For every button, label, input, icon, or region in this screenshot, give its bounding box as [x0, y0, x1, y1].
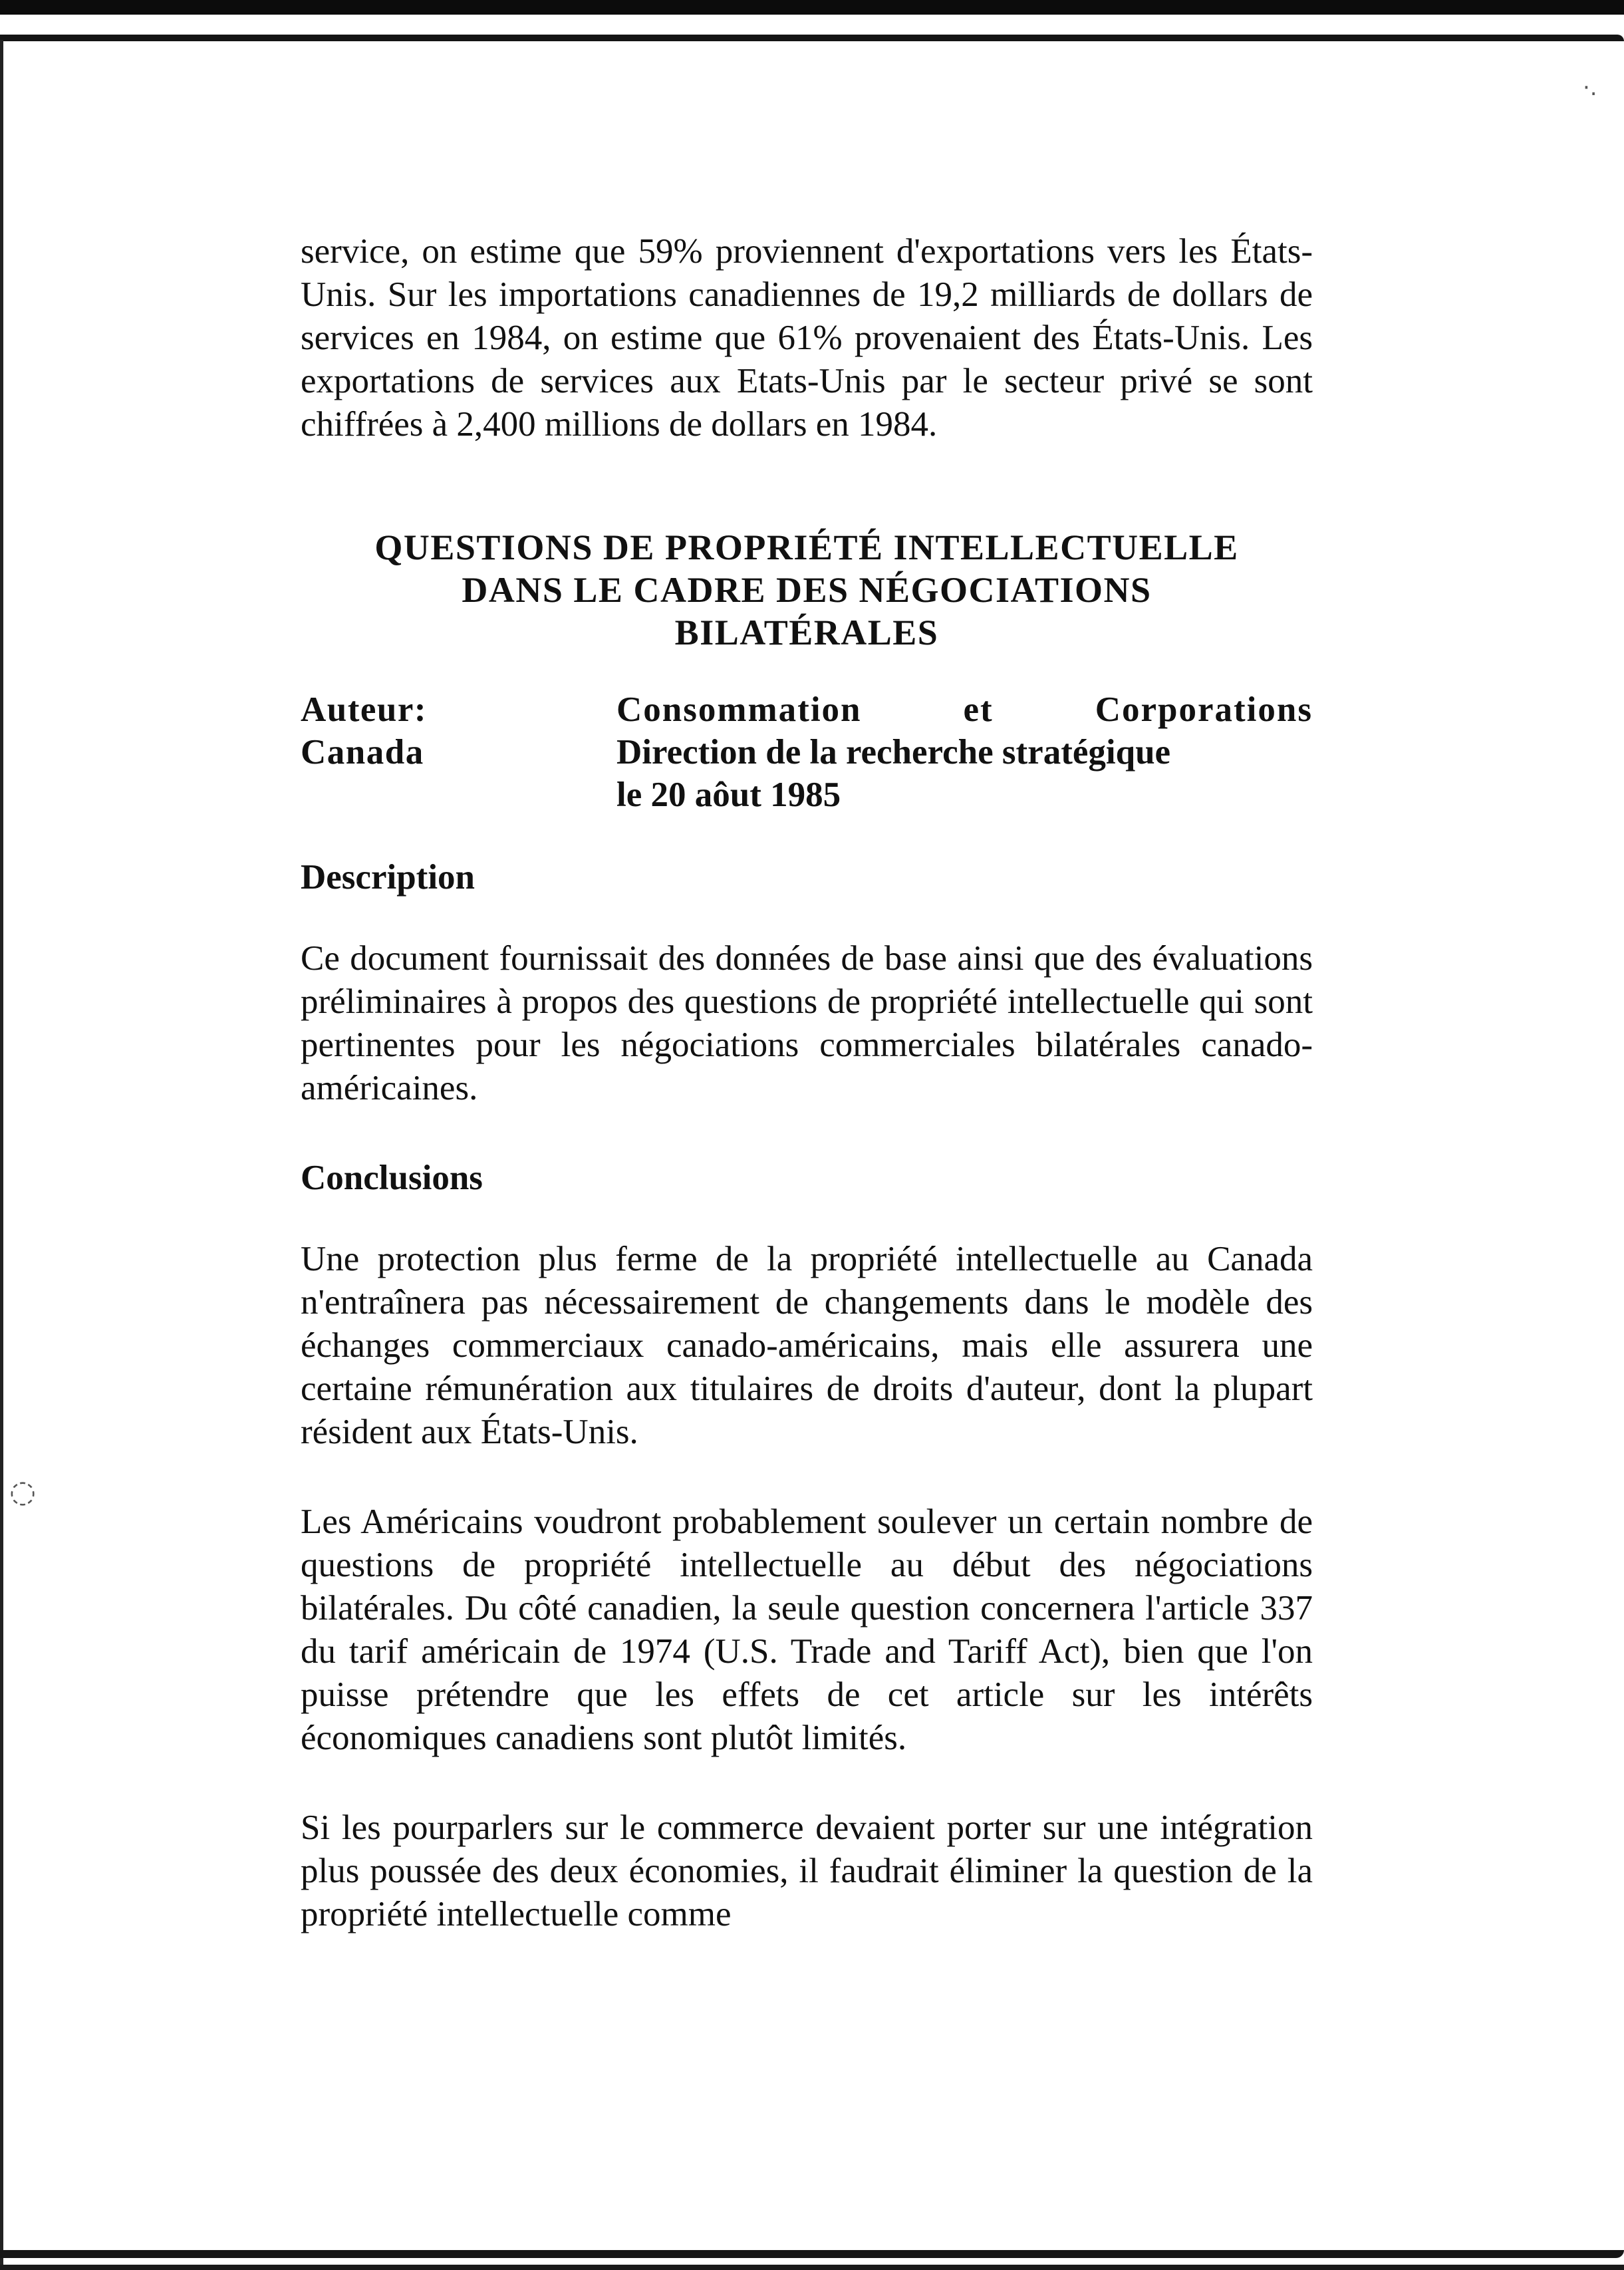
author-details: [616, 688, 1313, 816]
scan-bottom-border: [0, 2265, 1624, 2270]
org-word-1: Consommation: [616, 690, 862, 729]
heading-line-1: QUESTIONS DE PROPRIÉTÉ INTELLECTUELLE: [374, 527, 1239, 567]
document-date: le 20 aôut 1985: [616, 776, 841, 814]
conclusions-title: Conclusions: [301, 1159, 483, 1197]
author-organization: [616, 688, 1313, 731]
document-page: [301, 230, 1313, 1936]
continuation-paragraph: service, on estime que 59% proviennent d'exportations vers les États-Unis. Sur les importations canadiennes de 19,2 milliards de dollars de services en 1984, on estime que 61% provenaient des États-Unis. Les exportations de services aux Etats-Unis par le secteur privé se sont chiffrées à 2,400 millions de dollars en 1984.: [301, 232, 1313, 444]
conclusion-paragraph-3: Si les pourparlers sur le commerce devaient porter sur une intégration plus poussée des deux économies, il faudrait éliminer la question de la propriété intellectuelle comme: [301, 1808, 1313, 1933]
description-title: Description: [301, 858, 475, 897]
author-labels: [301, 688, 616, 816]
scan-bottom-rule: [0, 2250, 1624, 2258]
description-paragraph: Ce document fournissait des données de base ainsi que des évaluations préliminaires à propos des questions de propriété intellectuelle qui sont pertinentes pour les négociations commerciales bilatérales canado-américaines.: [301, 939, 1313, 1107]
author-directorate: Direction de la recherche stratégique: [616, 733, 1171, 772]
heading-line-2: DANS LE CADRE DES NÉGOCIATIONS: [462, 570, 1152, 610]
scan-top-rule: [0, 35, 1624, 41]
heading-line-3: BILATÉRALES: [674, 613, 939, 652]
scan-left-edge: [0, 40, 3, 2270]
org-word-3: Corporations: [1095, 690, 1313, 729]
scan-speck-mark: ·.: [1583, 74, 1597, 101]
author-block: [301, 688, 1313, 816]
conclusion-paragraph-2: Les Américains voudront probablement soulever un certain nombre de questions de propriété intellectuelle au début des négociations bilatérales. Du côté canadien, la seule question concernera l'article 337 du tarif américain de 1974 (U.S. Trade and Tariff Act), bien que l'on puisse prétendre que les effets de cet article sur les intérêts économiques canadiens sont plutôt limités.: [301, 1502, 1313, 1757]
scan-hole-punch-mark: ◌: [9, 1473, 37, 1509]
org-word-2: et: [963, 690, 994, 729]
scan-top-border: [0, 0, 1624, 15]
author-label: Auteur:: [301, 690, 428, 729]
document-heading: [301, 526, 1313, 654]
author-country: Canada: [301, 733, 424, 772]
conclusion-paragraph-1: Une protection plus ferme de la propriété intellectuelle au Canada n'entraînera pas nécessairement de changements dans le modèle des échanges commerciaux canado-américains, mais elle assurera une certaine rémunération aux titulaires de droits d'auteur, dont la plupart résident aux États-Unis.: [301, 1240, 1313, 1451]
